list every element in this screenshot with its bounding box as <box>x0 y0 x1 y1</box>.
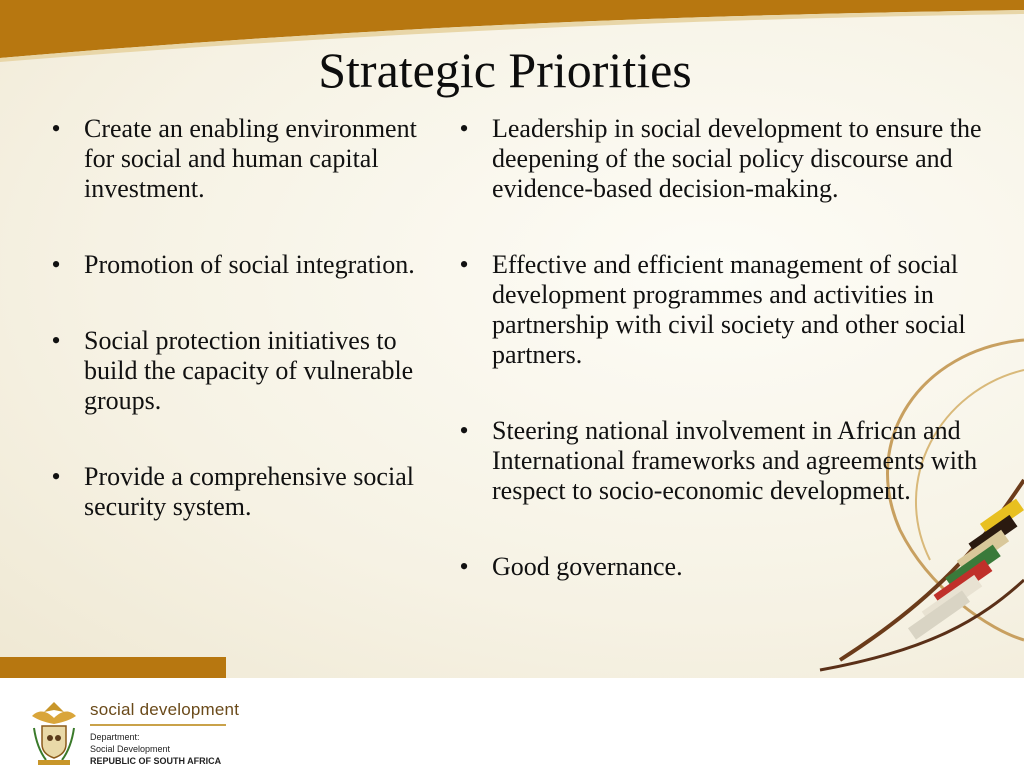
list-item-text: Steering national involvement in African and International frameworks and agreements with respect to socio-economic development. <box>492 416 978 505</box>
list-item-text: Social protection initiatives to build the capacity of vulnerable groups. <box>84 326 414 415</box>
list-item <box>44 250 436 280</box>
department-name: Social Development <box>90 744 171 754</box>
footer <box>0 678 1024 768</box>
list-item <box>452 416 992 506</box>
brand-divider <box>90 724 226 726</box>
list-item-text: Good governance. <box>492 552 683 581</box>
coat-of-arms-icon <box>24 698 84 766</box>
list-item <box>44 114 436 204</box>
department-label: Department: <box>90 732 140 742</box>
bottom-accent-bar <box>0 657 226 678</box>
list-item-text: Promotion of social integration. <box>84 250 415 279</box>
list-item-text: Create an enabling environment for social and human capital investment. <box>84 114 417 203</box>
list-item <box>452 552 992 582</box>
bullet-marker: • <box>459 552 469 581</box>
bullet-marker: • <box>51 250 61 279</box>
bullet-marker: • <box>51 326 61 355</box>
brand-name: social development <box>90 700 240 719</box>
bullet-marker: • <box>459 250 469 279</box>
bullet-marker: • <box>51 114 61 143</box>
list-item <box>44 326 436 416</box>
country-name: REPUBLIC OF SOUTH AFRICA <box>90 756 222 766</box>
list-item-text: Effective and efficient management of social development programmes and activities in partnership with civil society and other social partners. <box>492 250 966 369</box>
list-item <box>44 462 436 522</box>
left-bullet-list <box>44 114 436 568</box>
list-item-text: Provide a comprehensive social security system. <box>84 462 414 521</box>
list-item <box>452 114 992 204</box>
list-item-text: Leadership in social development to ensure the deepening of the social policy discourse and evidence-based decision-making. <box>492 114 982 203</box>
list-item <box>452 250 992 370</box>
bullet-marker: • <box>51 462 61 491</box>
bullet-marker: • <box>459 416 469 445</box>
bullet-marker: • <box>459 114 469 143</box>
right-bullet-list <box>452 114 992 628</box>
slide-title: Strategic Priorities <box>318 42 692 98</box>
